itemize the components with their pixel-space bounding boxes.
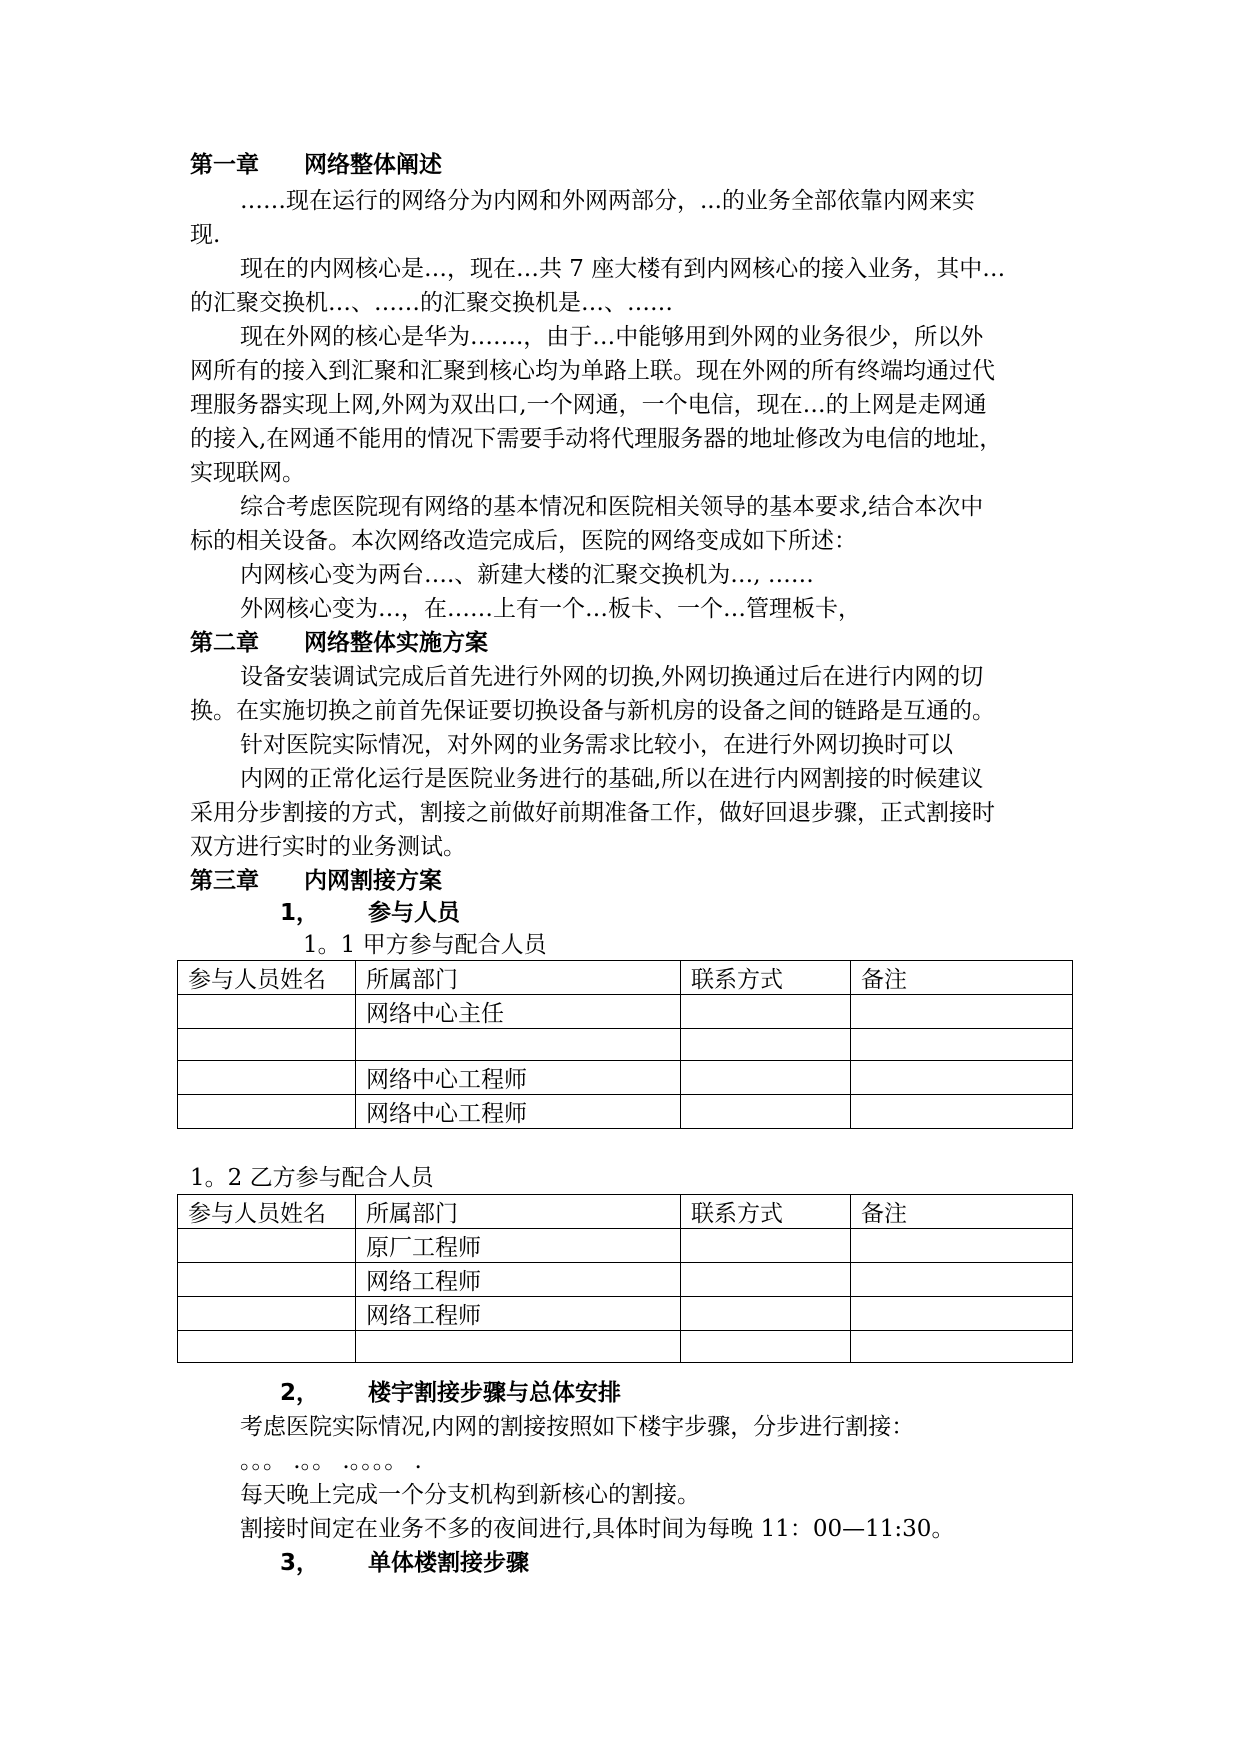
header-cell: 联系方式	[681, 1195, 851, 1229]
table-row	[178, 1095, 1073, 1129]
chapter1-line: 实现联网。	[190, 460, 305, 486]
table-cell	[851, 1297, 1073, 1331]
header-cell: 所属部门	[356, 1195, 681, 1229]
table-header-row	[178, 961, 1073, 995]
table-cell	[178, 1229, 356, 1263]
chapter1-line: 网所有的接入到汇聚和汇聚到核心均为单路上联。现在外网的所有终端均通过代	[190, 358, 995, 384]
table2	[177, 1194, 1073, 1363]
table-cell	[851, 1229, 1073, 1263]
section2-line: 考虑医院实际情况,内网的割接按照如下楼宇步骤，分步进行割接：	[240, 1414, 915, 1440]
table-cell	[178, 1263, 356, 1297]
chapter2-line: 双方进行实时的业务测试。	[190, 834, 466, 860]
chapter2-line: 换。在实施切换之前首先保证要切换设备与新机房的设备之间的链路是互通的。	[190, 698, 995, 724]
table-cell: 原厂工程师	[356, 1229, 681, 1263]
section2-line: 。。。 .。。 .。。。。 .	[240, 1448, 422, 1474]
chapter2-line: 针对医院实际情况，对外网的业务需求比较小，在进行外网切换时可以	[240, 732, 953, 758]
chapter1-line: 现在外网的核心是华为…….，由于…中能够用到外网的业务很少，所以外	[240, 324, 984, 350]
section2-number: 2，	[280, 1380, 320, 1406]
table-cell	[681, 1263, 851, 1297]
chapter1-heading	[190, 150, 1060, 180]
section3-heading	[280, 1548, 1150, 1578]
table-cell	[178, 1331, 356, 1363]
chapter1-title: 网络整体阐述	[304, 152, 442, 178]
section1-number: 1，	[280, 900, 320, 926]
chapter1-line: 现在的内网核心是…，现在…共 7 座大楼有到内网核心的接入业务，其中…	[240, 256, 1006, 282]
chapter2-line: 内网的正常化运行是医院业务进行的基础,所以在进行内网割接的时候建议	[240, 766, 984, 792]
table-cell	[851, 1029, 1073, 1061]
table-row	[178, 1029, 1073, 1061]
table-cell	[681, 1029, 851, 1061]
table-cell	[851, 1095, 1073, 1129]
table-cell	[178, 1029, 356, 1061]
table-cell	[681, 1229, 851, 1263]
table-cell	[356, 1331, 681, 1363]
header-cell: 备注	[851, 1195, 1073, 1229]
table-cell	[851, 1263, 1073, 1297]
table-cell	[681, 1095, 851, 1129]
header-cell: 备注	[851, 961, 1073, 995]
section1-heading	[280, 898, 1150, 928]
chapter1-line: 理服务器实现上网,外网为双出口,一个网通，一个电信，现在…的上网是走网通	[190, 392, 987, 418]
section2-line: 割接时间定在业务不多的夜间进行,具体时间为每晚 11：00—11:30。	[240, 1516, 955, 1542]
section2-title: 楼宇割接步骤与总体安排	[368, 1380, 621, 1406]
table-cell	[178, 1095, 356, 1129]
table-cell: 网络工程师	[356, 1263, 681, 1297]
chapter1-line: 综合考虑医院现有网络的基本情况和医院相关领导的基本要求,结合本次中	[240, 494, 984, 520]
table1	[177, 960, 1073, 1129]
chapter2-line: 采用分步割接的方式，割接之前做好前期准备工作，做好回退步骤，正式割接时	[190, 800, 995, 826]
chapter1-line: 外网核心变为…，在……上有一个…板卡、一个…管理板卡，	[240, 596, 861, 622]
section2-heading	[280, 1378, 1150, 1408]
chapter1-number: 第一章	[190, 152, 259, 178]
table-cell	[178, 995, 356, 1029]
table2-caption: 1。2 乙方参与配合人员	[190, 1165, 434, 1191]
chapter3-heading	[190, 866, 1060, 896]
table-cell: 网络中心工程师	[356, 1095, 681, 1129]
chapter2-title: 网络整体实施方案	[304, 630, 488, 656]
table-row	[178, 1297, 1073, 1331]
table-row	[178, 1061, 1073, 1095]
table-cell	[178, 1061, 356, 1095]
chapter1-line: 内网核心变为两台….、新建大楼的汇聚交换机为…, ……	[240, 562, 814, 588]
chapter2-line: 设备安装调试完成后首先进行外网的切换,外网切换通过后在进行内网的切	[240, 664, 984, 690]
table-cell: 网络中心工程师	[356, 1061, 681, 1095]
table-row	[178, 1229, 1073, 1263]
header-cell: 联系方式	[681, 961, 851, 995]
table-cell	[681, 1297, 851, 1331]
section1-title: 参与人员	[368, 900, 460, 926]
chapter2-heading	[190, 628, 1060, 658]
table1-caption: 1。1 甲方参与配合人员	[303, 932, 547, 958]
table-cell	[681, 1331, 851, 1363]
chapter1-line: 的接入,在网通不能用的情况下需要手动将代理服务器的地址修改为电信的地址，	[190, 426, 1003, 452]
table-cell	[356, 1029, 681, 1061]
chapter1-line: 标的相关设备。本次网络改造完成后，医院的网络变成如下所述：	[190, 528, 857, 554]
chapter3-title: 内网割接方案	[304, 868, 442, 894]
chapter1-line: 的汇聚交换机…、……的汇聚交换机是…、……	[190, 290, 673, 316]
header-cell: 参与人员姓名	[178, 1195, 356, 1229]
table-header-row	[178, 1195, 1073, 1229]
table-cell: 网络中心主任	[356, 995, 681, 1029]
chapter1-line: 现.	[190, 222, 221, 248]
chapter3-number: 第三章	[190, 868, 259, 894]
section3-title: 单体楼割接步骤	[368, 1550, 529, 1576]
section2-line: 每天晚上完成一个分支机构到新核心的割接。	[240, 1482, 700, 1508]
table-cell: 网络工程师	[356, 1297, 681, 1331]
chapter1-line: ……现在运行的网络分为内网和外网两部分，...的业务全部依靠内网来实	[240, 188, 975, 214]
table-cell	[851, 995, 1073, 1029]
header-cell: 所属部门	[356, 961, 681, 995]
table-cell	[851, 1061, 1073, 1095]
header-cell: 参与人员姓名	[178, 961, 356, 995]
table-cell	[178, 1297, 356, 1331]
table-row	[178, 995, 1073, 1029]
table-row	[178, 1331, 1073, 1363]
chapter2-number: 第二章	[190, 630, 259, 656]
table-row	[178, 1263, 1073, 1297]
table-cell	[851, 1331, 1073, 1363]
table-cell	[681, 1061, 851, 1095]
table-cell	[681, 995, 851, 1029]
section3-number: 3，	[280, 1550, 320, 1576]
